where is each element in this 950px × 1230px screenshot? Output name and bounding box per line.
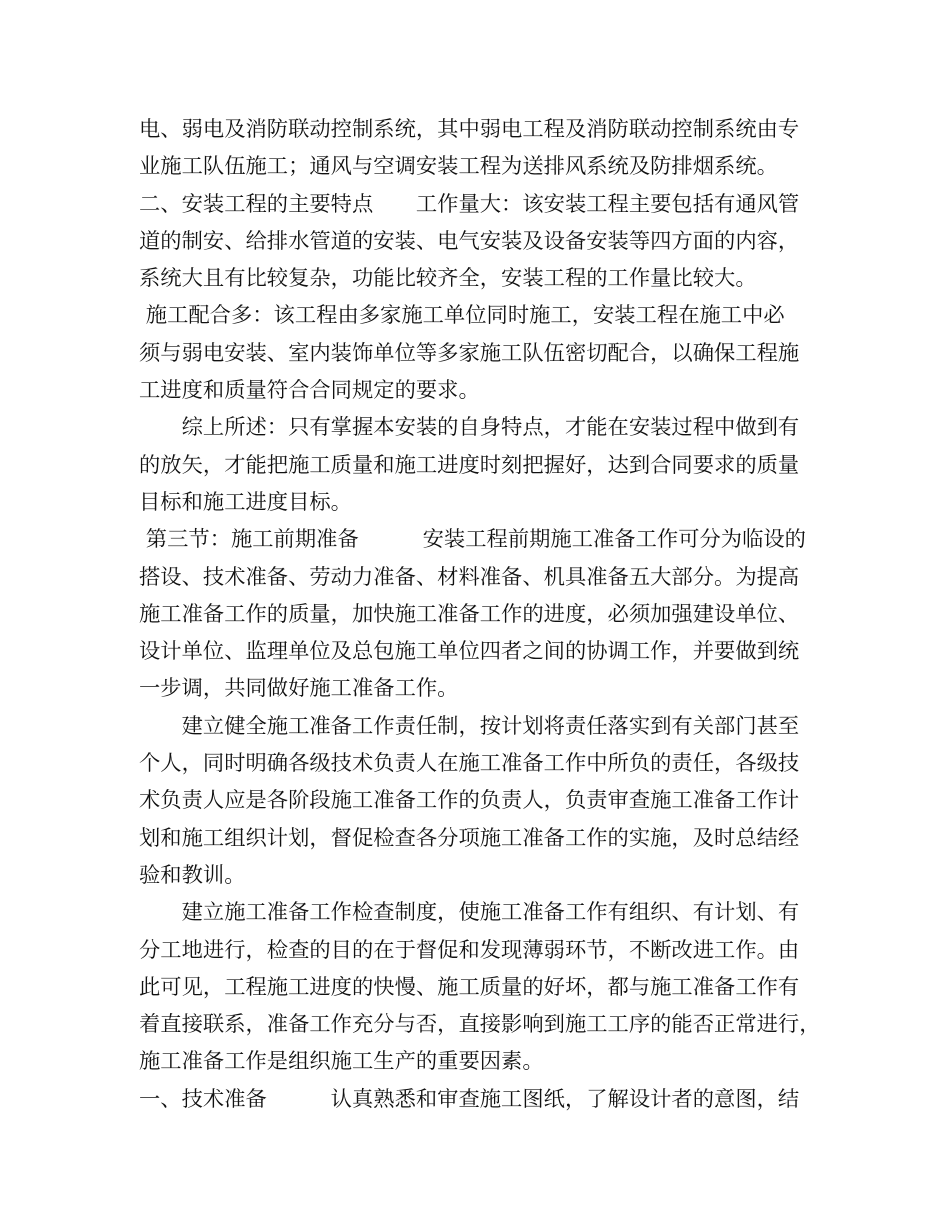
text-line-17: 建立健全施工准备工作责任制，按计划将责任落实到有关部门甚至 [139,713,800,739]
text-line-20: 划和施工组织计划，督促检查各分项施工准备工作的实施，及时总结经 [139,825,800,851]
text-line-19: 术负责人应是各阶段施工准备工作的负责人，负责审查施工准备工作计 [139,788,800,814]
text-line-23: 分工地进行，检查的目的在于督促和发现薄弱环节，不断改进工作。由 [139,937,800,963]
text-line-14: 施工准备工作的质量，加快施工准备工作的进度，必须加强建设单位、 [139,601,800,627]
text-line-1: 电、弱电及消防联动控制系统，其中弱电工程及消防联动控制系统由专 [139,117,800,142]
text-line-6: 施工配合多：该工程由多家施工单位同时施工，安装工程在施工中必 [139,303,785,329]
text-line-15: 设计单位、监理单位及总包施工单位四者之间的协调工作，并要做到统 [139,639,800,665]
text-line-26: 施工准备工作是组织施工生产的重要因素。 [139,1049,544,1075]
text-line-4: 道的制安、给排水管道的安装、电气安装及设备安装等四方面的内容， [139,228,800,254]
section-heading-line: 第三节：施工前期准备 安装工程前期施工准备工作可分为临设的 [139,527,806,553]
text-line-22: 建立施工准备工作检查制度，使施工准备工作有组织、有计划、有 [139,900,800,926]
text-line-16: 一步调，共同做好施工准备工作。 [139,676,459,702]
document-body [139,111,829,1118]
text-line-10: 的放矢，才能把施工质量和施工进度时刻把握好，达到合同要求的质量 [139,452,800,478]
text-line-21: 验和教训。 [139,862,246,888]
text-line-13: 搭设、技术准备、劳动力准备、材料准备、机具准备五大部分。为提高 [139,564,800,590]
text-line-5: 系统大且有比较复杂，功能比较齐全，安装工程的工作量比较大。 [139,266,757,292]
text-line-9: 综上所述：只有掌握本安装的自身特点，才能在安装过程中做到有 [139,415,800,441]
text-line-8: 工进度和质量符合合同规定的要求。 [139,378,480,404]
text-line-11: 目标和施工进度目标。 [139,489,352,515]
text-line-24: 此可见，工程施工进度的快慢、施工质量的好坏，都与施工准备工作有 [139,974,800,1000]
text-line-25: 着直接联系，准备工作充分与否，直接影响到施工工序的能否正常进行， [139,1012,821,1038]
section-heading-line: 二、安装工程的主要特点 工作量大：该安装工程主要包括有通风管 [139,191,800,217]
section-heading-line: 一、技术准备 认真熟悉和审查施工图纸，了解设计者的意图，结 [139,1086,800,1112]
text-line-7: 须与弱电安装、室内装饰单位等多家施工队伍密切配合，以确保工程施 [139,340,800,366]
text-line-18: 个人，同时明确各级技术负责人在施工准备工作中所负的责任，各级技 [139,751,800,777]
text-line-2: 业施工队伍施工；通风与空调安装工程为送排风系统及防排烟系统。 [139,154,778,180]
